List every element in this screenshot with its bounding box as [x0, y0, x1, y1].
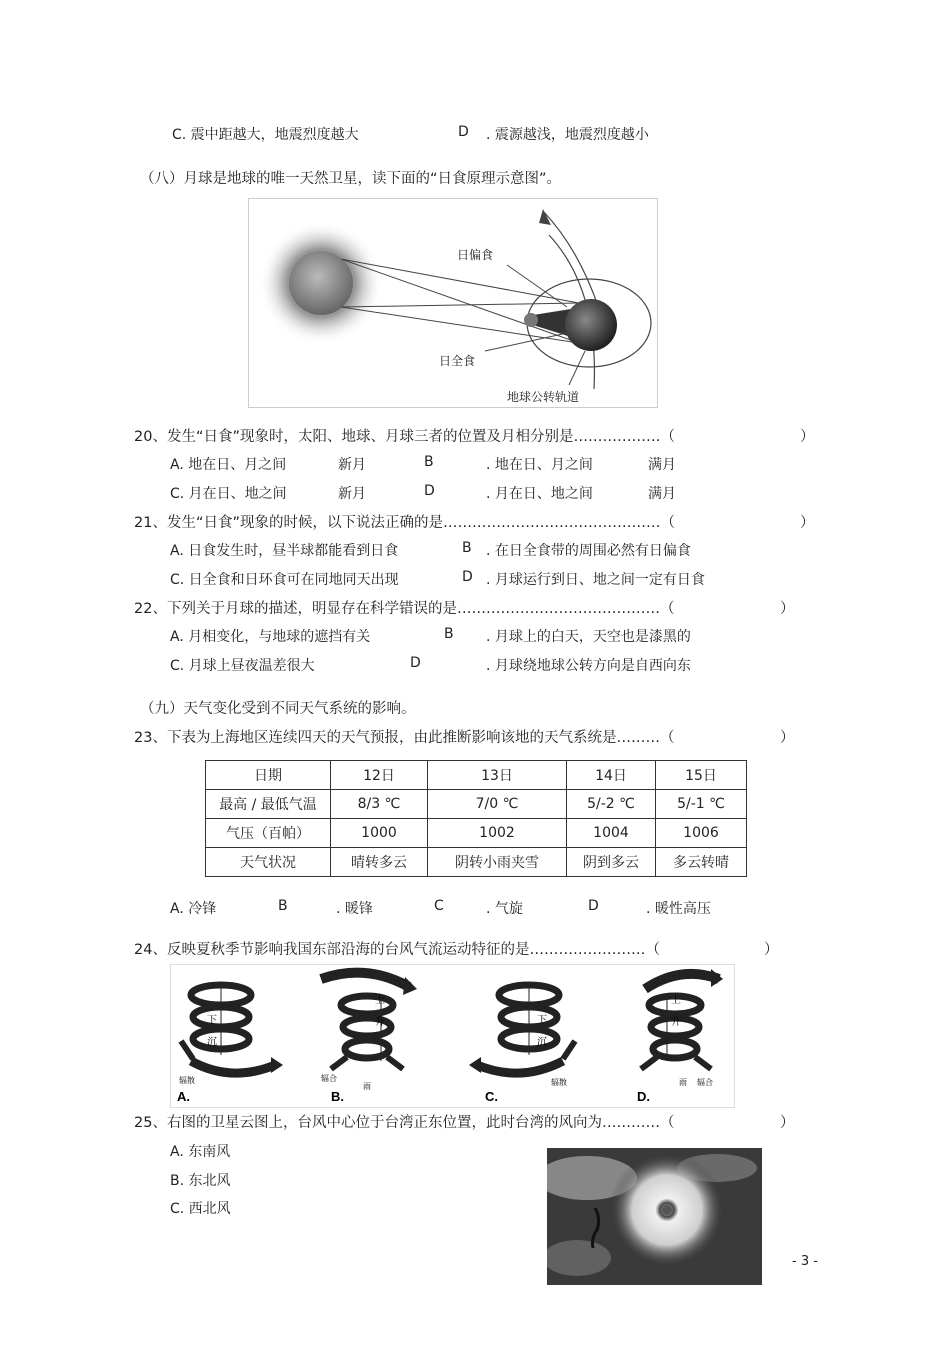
partial-eclipse-label: 日偏食: [457, 248, 494, 262]
q22-option-d: . 月球绕地球公转方向是自西向东: [486, 658, 691, 674]
q22-stem: 22、下列关于月球的描述，明显存在科学错误的是……………………………………（: [134, 601, 675, 617]
q20-option-a-phase: 新月: [338, 457, 366, 473]
q23-option-c-letter: C: [434, 898, 444, 914]
q23-stem: 23、下表为上海地区连续四天的天气预报，由此推断影响该地的天气系统是………（: [134, 730, 675, 746]
q23-option-b: . 暖锋: [336, 901, 373, 917]
table-row: [206, 819, 747, 848]
airflow-option-d: [637, 969, 723, 1104]
label-a: A.: [177, 1089, 190, 1104]
word-rain-b: 雨: [363, 1082, 371, 1091]
weather-forecast-table: [205, 760, 747, 877]
table-cell: 5/-2 ℃: [567, 790, 656, 819]
q25-option-b: B. 东北风: [170, 1173, 231, 1189]
q24-stem: 24、反映夏秋季节影响我国东部沿海的台风气流运动特征的是……………………（: [134, 942, 660, 958]
table-row: [206, 848, 747, 877]
total-eclipse-label: 日全食: [439, 354, 476, 368]
q21-stem: 21、发生“日食”现象的时候，以下说法正确的是………………………………………（: [134, 515, 675, 531]
q20-option-b: . 地在日、月之间: [486, 457, 593, 473]
q23-close: ）: [780, 730, 795, 746]
table-cell: 气压（百帕）: [206, 819, 331, 848]
table-cell: 最高 / 最低气温: [206, 790, 331, 819]
q22-option-a: A. 月相变化，与地球的遮挡有关: [170, 629, 371, 645]
table-row: [206, 790, 747, 819]
table-cell: 7/0 ℃: [428, 790, 567, 819]
q20-option-d-letter: D: [424, 483, 435, 499]
satellite-cloud-image: [547, 1148, 762, 1285]
word-sink-c: 沉: [537, 1037, 547, 1048]
q21-option-b: . 在日全食带的周围必然有日偏食: [486, 543, 691, 559]
q25-stem: 25、右图的卫星云图上，台风中心位于台湾正东位置，此时台湾的风向为…………（: [134, 1115, 675, 1131]
label-d: D.: [637, 1089, 650, 1104]
table-cell: 13日: [428, 761, 567, 790]
q22-option-c: C. 月球上昼夜温差很大: [170, 658, 315, 674]
word-up-d: 上: [671, 995, 681, 1006]
q20-stem: 20、发生“日食”现象时，太阳、地球、月球三者的位置及月相分别是………………（: [134, 429, 675, 445]
section-9-heading: （九）天气变化受到不同天气系统的影响。: [140, 701, 416, 717]
q24-close: ）: [764, 942, 779, 958]
q20-option-c-phase: 新月: [338, 486, 366, 502]
table-cell: 阴到多云: [567, 848, 656, 877]
word-sink-a: 沉: [207, 1037, 217, 1048]
q23-option-c: . 气旋: [486, 901, 523, 917]
q23-option-d: . 暖性高压: [646, 901, 711, 917]
eclipse-svg: [249, 199, 657, 407]
word-up-b: 上: [375, 995, 385, 1006]
q20-option-a: A. 地在日、月之间: [170, 457, 287, 473]
airflow-option-c: [469, 983, 575, 1104]
moon: [524, 313, 538, 327]
word-converge-b: 辐合: [321, 1074, 337, 1083]
table-cell: 日期: [206, 761, 331, 790]
q22-option-b: . 月球上的白天，天空也是漆黑的: [486, 629, 691, 645]
word-rise-d: 升: [671, 1017, 681, 1028]
q20-option-d-phase: 满月: [648, 486, 676, 502]
q25-close: ）: [780, 1115, 795, 1131]
sun: [289, 251, 353, 315]
q20-option-b-phase: 满月: [648, 457, 676, 473]
table-cell: 多云转晴: [656, 848, 747, 877]
table-cell: 1002: [428, 819, 567, 848]
word-diverge-c: 辐散: [551, 1078, 567, 1087]
section-8-heading: （八）月球是地球的唯一天然卫星，读下面的“日食原理示意图”。: [140, 171, 562, 187]
earth: [565, 299, 617, 351]
table-cell: 1000: [331, 819, 428, 848]
option-c-q19: C. 震中距越大，地震烈度越大: [172, 127, 359, 143]
table-cell: 15日: [656, 761, 747, 790]
table-cell: 阴转小雨夹雪: [428, 848, 567, 877]
q22-option-b-letter: B: [444, 626, 454, 642]
q20-option-c: C. 月在日、地之间: [170, 486, 287, 502]
q20-close: ）: [800, 429, 815, 445]
word-rain-d: 雨: [679, 1078, 687, 1087]
word-diverge-a: 辐散: [179, 1076, 195, 1085]
word-down-c: 下: [537, 1015, 547, 1026]
q21-option-c: C. 日全食和日环食可在同地同天出现: [170, 572, 399, 588]
table-cell: 5/-1 ℃: [656, 790, 747, 819]
airflow-svg: [171, 965, 734, 1107]
page-number: - 3 -: [792, 1254, 818, 1269]
airflow-option-a: [177, 983, 283, 1104]
q23-option-d-letter: D: [588, 898, 599, 914]
airflow-option-b: [321, 973, 417, 1104]
table-cell: 8/3 ℃: [331, 790, 428, 819]
q25-option-c: C. 西北风: [170, 1201, 231, 1217]
table-cell: 1006: [656, 819, 747, 848]
table-cell: 1004: [567, 819, 656, 848]
table-cell: 12日: [331, 761, 428, 790]
option-d-letter-q19: D: [458, 124, 469, 140]
label-b: B.: [331, 1089, 344, 1104]
label-c: C.: [485, 1089, 498, 1104]
option-d-q19: . 震源越浅，地震烈度越小: [486, 127, 649, 143]
q23-option-b-letter: B: [278, 898, 288, 914]
q25-option-a: A. 东南风: [170, 1144, 231, 1160]
q21-option-a: A. 日食发生时，昼半球都能看到日食: [170, 543, 399, 559]
table-cell: 晴转多云: [331, 848, 428, 877]
word-rise-b: 升: [375, 1017, 385, 1028]
eclipse-diagram: [248, 198, 658, 408]
q21-option-b-letter: B: [462, 540, 472, 556]
q20-option-d: . 月在日、地之间: [486, 486, 593, 502]
typhoon-airflow-diagram: [170, 964, 735, 1108]
q21-close: ）: [800, 515, 815, 531]
q22-close: ）: [780, 601, 795, 617]
q21-option-d: . 月球运行到日、地之间一定有日食: [486, 572, 705, 588]
q21-option-d-letter: D: [462, 569, 473, 585]
table-cell: 14日: [567, 761, 656, 790]
table-row: [206, 761, 747, 790]
word-converge-d: 辐合: [697, 1078, 713, 1087]
q22-option-d-letter: D: [410, 655, 421, 671]
table-cell: 天气状况: [206, 848, 331, 877]
orbit-label: 地球公转轨道: [507, 390, 580, 404]
word-down-a: 下: [207, 1015, 217, 1026]
q23-option-a: A. 冷锋: [170, 901, 217, 917]
q20-option-b-letter: B: [424, 454, 434, 470]
satellite-svg: [547, 1148, 762, 1285]
